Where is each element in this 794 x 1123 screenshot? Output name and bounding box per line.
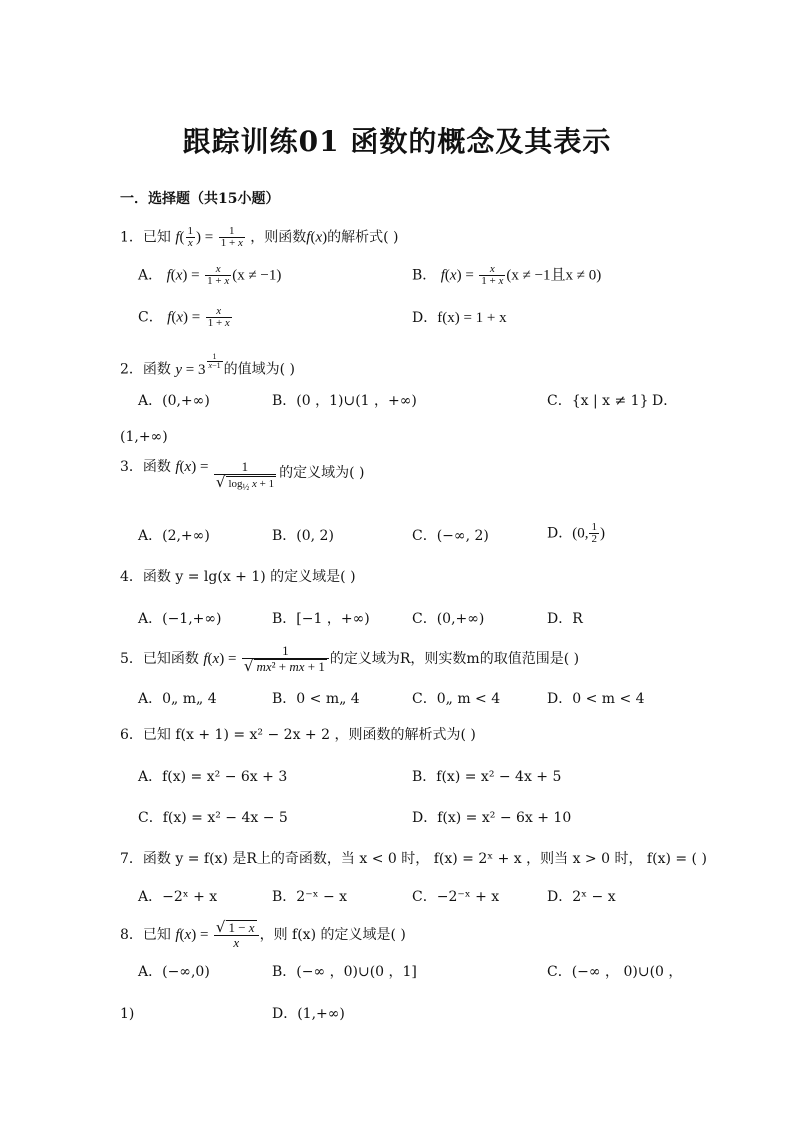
- question-7: 7．函数 y = f(x) 是R上的奇函数，当 x < 0 时， f(x) = 2ˣ + x ，则当 x > 0 时， f(x) = ( ): [120, 851, 707, 867]
- q1-option-a[interactable]: A． f(x) = $\frac{x}{1 + x}$ (x ≠ −1): [138, 263, 282, 287]
- question-4: 4．函数 y = lg(x + 1) 的定义域是( ): [120, 569, 356, 585]
- q3-fraction: $\frac{1}{√ \log_{\frac{1}{2}} x + 1}$: [215, 459, 275, 493]
- q5-option-a[interactable]: A．0„ m„ 4: [138, 691, 217, 707]
- q4-option-c[interactable]: C．(0,+∞): [412, 611, 485, 627]
- section-heading: 一．选择题（共15小题）: [120, 191, 280, 207]
- q8-option-c[interactable]: C．(−∞ ， 0)∪(0 ，: [547, 964, 683, 980]
- q8-option-d[interactable]: D．(1,+∞): [272, 1006, 345, 1022]
- q1-post: 的解析式( ): [327, 229, 399, 246]
- question-8: 8．已知 f(x) = $\frac{√ 1 - x}{x}$ ，则 f(x) 的定义域是( ): [120, 918, 406, 950]
- q1-formula-lhs: f: [175, 229, 180, 246]
- q5-option-b[interactable]: B．0 < m„ 4: [272, 691, 360, 707]
- q7-option-b[interactable]: B．2⁻ˣ − x: [272, 889, 348, 905]
- q6-option-c[interactable]: C．f(x) = x² − 4x − 5: [138, 810, 288, 826]
- q6-option-d[interactable]: D．f(x) = x² − 6x + 10: [412, 810, 572, 826]
- q3-option-c[interactable]: C．(−∞, 2): [412, 528, 489, 544]
- question-3: 3．函数 f(x) = $\frac{1}{√ \log_{\frac{1}{2}} x + 1}$ 的定义域为( ): [120, 459, 365, 493]
- q2-option-a[interactable]: A．(0,+∞): [138, 393, 210, 409]
- q6-option-b[interactable]: B．f(x) = x² − 4x + 5: [412, 769, 562, 785]
- q7-option-c[interactable]: C．−2⁻ˣ + x: [412, 889, 500, 905]
- q7-option-d[interactable]: D．2ˣ − x: [547, 889, 616, 905]
- q1-option-d[interactable]: D．f(x) = 1 + x: [412, 310, 507, 326]
- question-5: 5．已知函数 f(x) = $\frac{1}{\text{√ mx² + mx + 1}}$ 的定义域为R，则实数m的取值范围是( ): [120, 643, 580, 675]
- q3-option-d[interactable]: D．(0, $\frac{1}{2}$ ): [547, 521, 605, 545]
- q6-option-a[interactable]: A．f(x) = x² − 6x + 3: [138, 769, 288, 785]
- q1-option-c[interactable]: C． f(x) = $\frac{x}{1 + x}$: [138, 305, 230, 329]
- q5-option-d[interactable]: D．0 < m < 4: [547, 691, 645, 707]
- q7-option-a[interactable]: A．−2ˣ + x: [138, 889, 218, 905]
- q5-option-c[interactable]: C．0„ m < 4: [412, 691, 501, 707]
- q1-pre: 已知: [142, 229, 171, 246]
- question-6: 6．已知 f(x + 1) = x² − 2x + 2 ，则函数的解析式为( ): [120, 727, 476, 743]
- q1-option-b[interactable]: B． f(x) = $\frac{x}{1 + x}$ (x ≠ −1且x ≠ 0): [412, 263, 602, 287]
- q3-option-a[interactable]: A．(2,+∞): [138, 528, 210, 544]
- q1-mid: ，则函数: [250, 229, 307, 246]
- q8-option-a[interactable]: A．(−∞,0): [138, 964, 210, 980]
- q2-option-d-value: (1,+∞): [120, 429, 168, 445]
- q8-option-b[interactable]: B．(−∞ ，0)∪(0 ，1]: [272, 964, 417, 980]
- q4-option-d[interactable]: D．R: [547, 611, 583, 627]
- q3-option-b[interactable]: B．(0, 2): [272, 528, 334, 544]
- q1-fraction-rhs: $\frac{1}{1 + x}$: [220, 225, 243, 249]
- question-2: 2．函数 y = 3 $^{\frac{1}{x-1}}$ 的值域为( ): [120, 352, 295, 378]
- q4-option-b[interactable]: B．[−1 ，+∞): [272, 611, 370, 627]
- page-title: 跟踪训练01 函数的概念及其表示: [182, 125, 612, 158]
- q5-fraction: $\frac{1}{\text{√ mx² + mx + 1}}$: [242, 644, 329, 674]
- q2-option-b[interactable]: B．(0 ，1)∪(1 ，+∞): [272, 393, 417, 409]
- q1-fraction-1-over-x: $\frac{1}{x}$: [187, 225, 194, 249]
- q8-fraction: $\frac{√ 1 - x}{x}$: [214, 920, 259, 950]
- q4-option-a[interactable]: A．(−1,+∞): [138, 611, 222, 627]
- question-1: 1．已知 f( $\frac{1}{x}$ ) = $\frac{1}{1 + x}$ ，则函数f(x)的解析式( ): [120, 225, 399, 249]
- q2-formula: y = 3 $^{\frac{1}{x-1}}$: [175, 352, 221, 378]
- q2-option-c[interactable]: C．{x | x ≠ 1}: [547, 393, 649, 409]
- q8-option-c-wrap: 1): [120, 1006, 135, 1022]
- q2-option-d-label[interactable]: D．: [652, 393, 678, 409]
- q1-number: 1．: [120, 229, 143, 246]
